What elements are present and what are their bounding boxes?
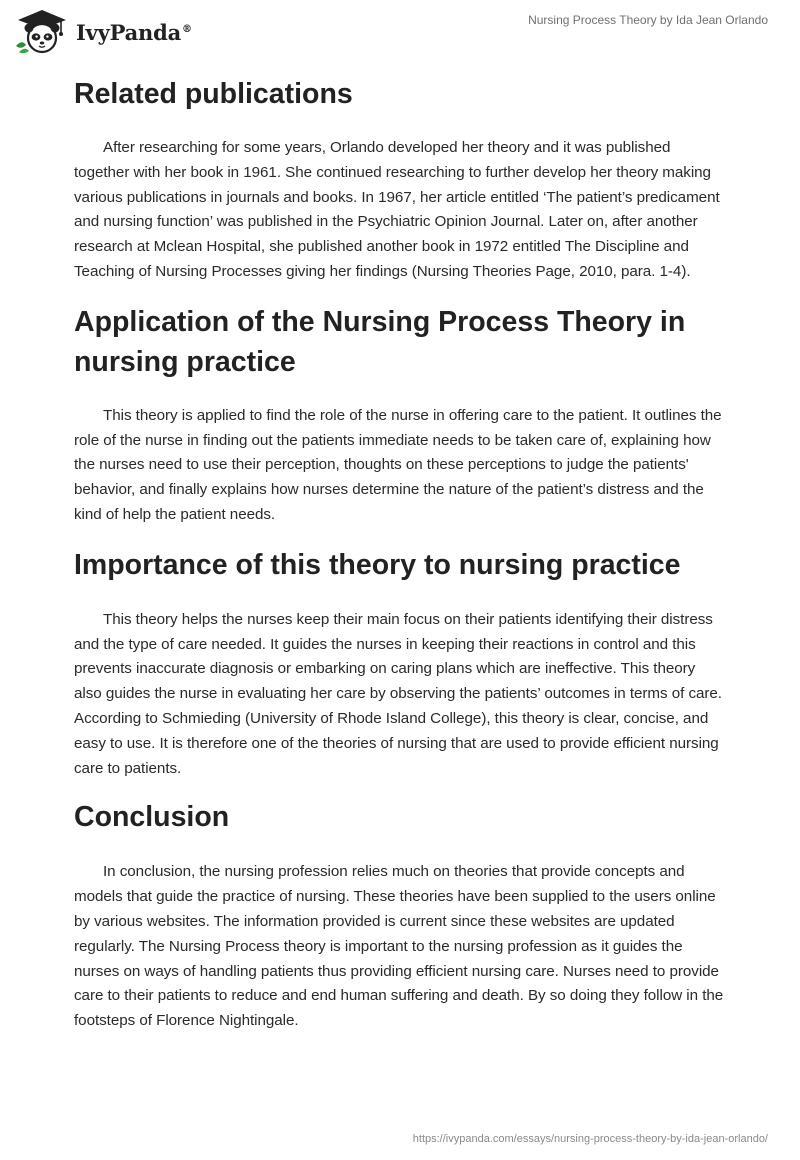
section-paragraph-conclusion: In conclusion, the nursing profession relies much on theories that provide concepts and models that guide the practice of nursing. These theories have been supplied to the users online by various websites. The information provided is current since these websites are updated regularly. The Nursing Process theory is important to the nursing profession as it guides the nurses on ways of handling patients thus providing efficient nursing care. Nurses need to provide care to their patients to reduce and end human suffering and death. By so doing they follow in the footsteps of Florence Nightingale. (74, 863, 724, 1030)
section-paragraph-application: This theory is applied to find the role of the nurse in offering care to the patient. It outlines the role of the nurse in finding out the patients immediate needs to be taken care of, explaining how the nurses need to use their perception, thoughts on these perceptions to judge the patients' behavior, and finally explains how nurses determine the nature of the patient’s distress and the kind of help the patient needs. (74, 406, 722, 523)
section-heading-importance: Importance of this theory to nursing practice (74, 548, 681, 581)
brand-name: IvyPanda® (76, 19, 192, 45)
essay-content (74, 70, 726, 1034)
brand-logo[interactable] (14, 8, 192, 54)
document-title: Nursing Process Theory by Ida Jean Orlando (528, 13, 768, 27)
panda-graduate-icon (14, 8, 70, 54)
section-heading-application: Application of the Nursing Process Theory in nursing practice (74, 305, 686, 378)
section-paragraph-related-publications: After researching for some years, Orlando developed her theory and it was published together with her book in 1961. She continued researching to further develop her theory making various publications in journals and books. In 1967, her article entitled ‘The patient’s predicament and nursing function’ was published in the Psychiatric Opinion Journal. Later on, after another research at Mclean Hospital, she published another book in 1972 entitled The Discipline and Teaching of Nursing Processes giving her findings (Nursing Theories Page, 2010, para. 1-4). (74, 139, 720, 280)
section-paragraph-importance: This theory helps the nurses keep their main focus on their patients identifying their distress and the type of care needed. It guides the nurses in keeping their reactions in control and this prevents inaccurate diagnosis or embarking on caring plans which are ineffective. This theory also guides the nurse in evaluating her care by observing the patients’ outcomes in terms of care. According to Schmieding (University of Rhode Island College), this theory is clear, concise, and easy to use. It is therefore one of the theories of nursing that are used to provide efficient nursing care to patients. (74, 610, 722, 777)
page-header (0, 0, 800, 62)
section-heading-conclusion: Conclusion (74, 801, 230, 834)
section-heading-related-publications: Related publications (74, 78, 353, 110)
source-url-link[interactable]: https://ivypanda.com/essays/nursing-process-theory-by-ida-jean-orlando/ (412, 1133, 768, 1145)
